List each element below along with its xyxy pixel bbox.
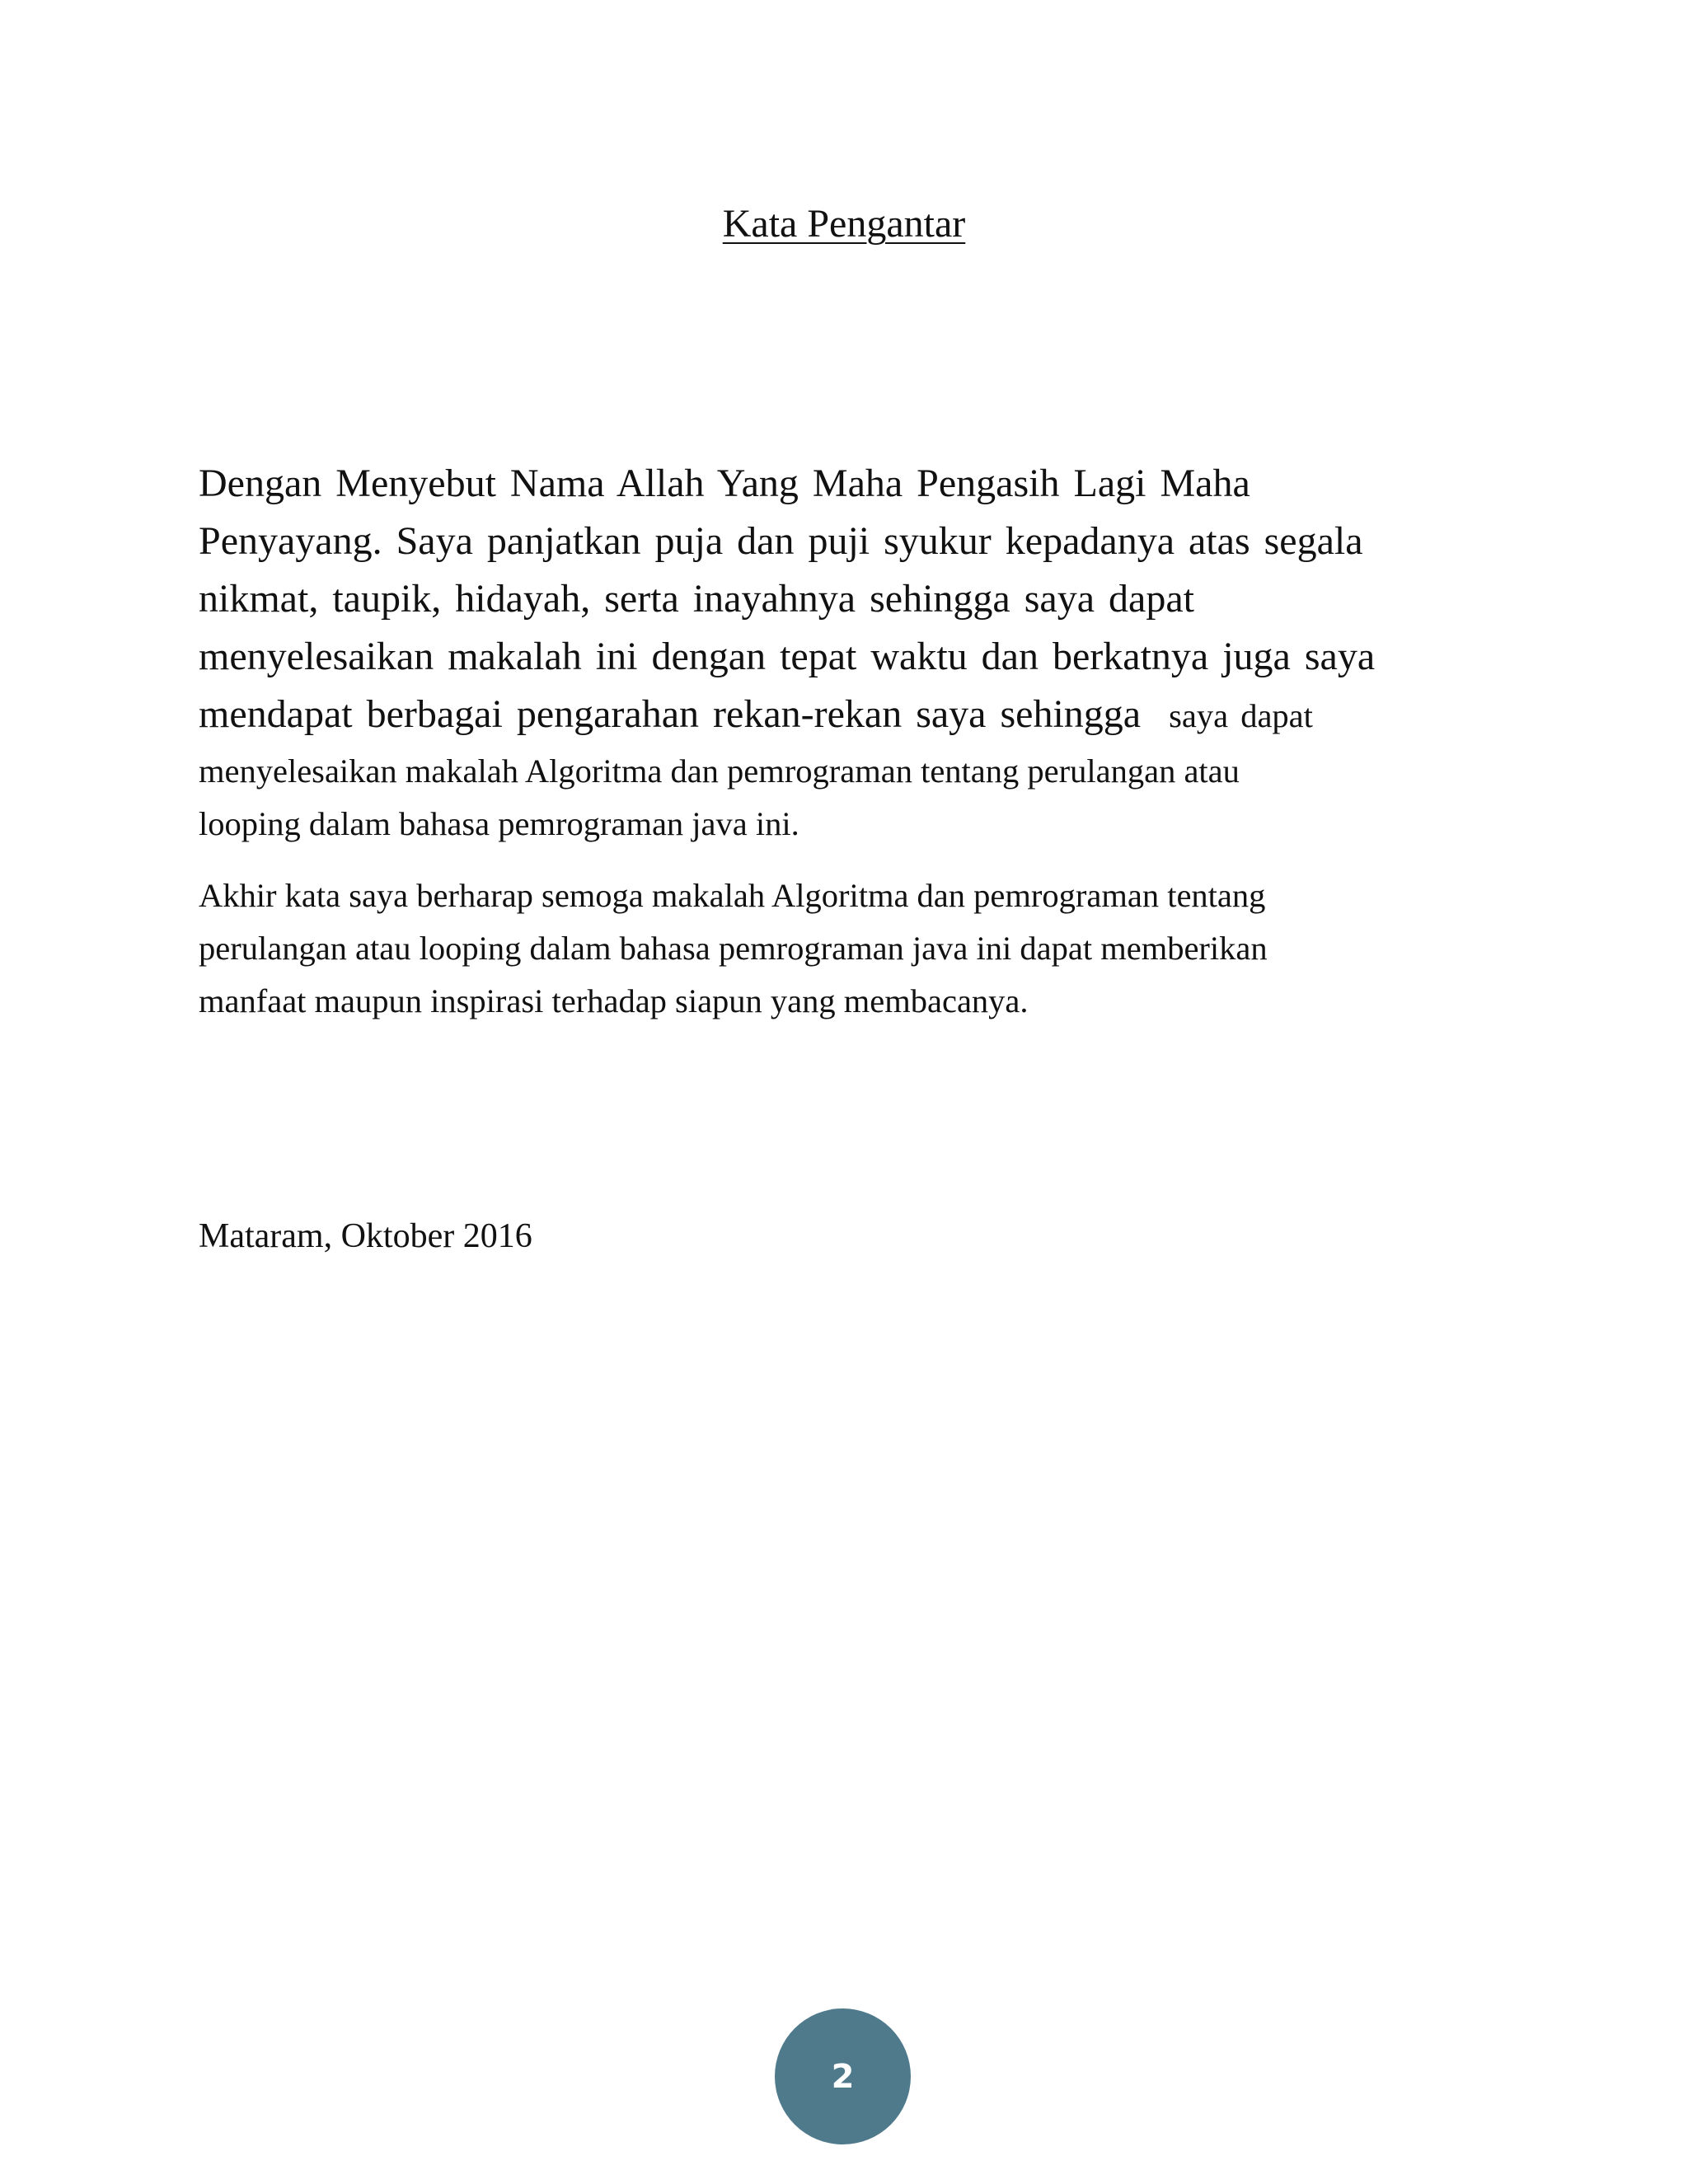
paragraph-line: Penyayang. Saya panjatkan puja dan puji syukur kepadanya atas segala	[199, 519, 1363, 563]
paragraph-line: menyelesaikan makalah ini dengan tepat waktu dan berkatnya juga saya	[199, 635, 1376, 678]
paragraph-closing-hope	[199, 869, 1493, 1028]
page-title	[0, 199, 1688, 249]
paragraph-line-mixed	[199, 686, 1493, 745]
paragraph-line: manfaat maupun inspirasi terhadap siapun yang membacanya.	[199, 982, 1029, 1019]
paragraph-line: Akhir kata saya berharap semoga makalah Algoritma dan pemrograman tentang	[199, 877, 1266, 914]
page-number: 2	[831, 2057, 855, 2096]
paragraph-line: perulangan atau looping dalam bahasa pemrograman java ini dapat memberikan	[199, 930, 1268, 967]
paragraph-line-head: mendapat berbagai pengarahan rekan-rekan saya sehingga	[199, 692, 1142, 736]
paragraph-line-tail: saya dapat	[1169, 697, 1313, 734]
place-date: Mataram, Oktober 2016	[199, 1217, 532, 1255]
page-title-text: Kata Pengantar	[722, 202, 966, 246]
paragraph-line: menyelesaikan makalah Algoritma dan pemrograman tentang perulangan atau	[199, 752, 1240, 790]
paragraph-line: nikmat, taupik, hidayah, serta inayahnya sehingga saya dapat	[199, 577, 1194, 621]
paragraph-intro	[199, 455, 1493, 851]
page-number-badge	[775, 2008, 911, 2144]
paragraph-line: looping dalam bahasa pemrograman java ini.	[199, 805, 799, 842]
paragraph-line: Dengan Menyebut Nama Allah Yang Maha Pengasih Lagi Maha	[199, 462, 1250, 505]
